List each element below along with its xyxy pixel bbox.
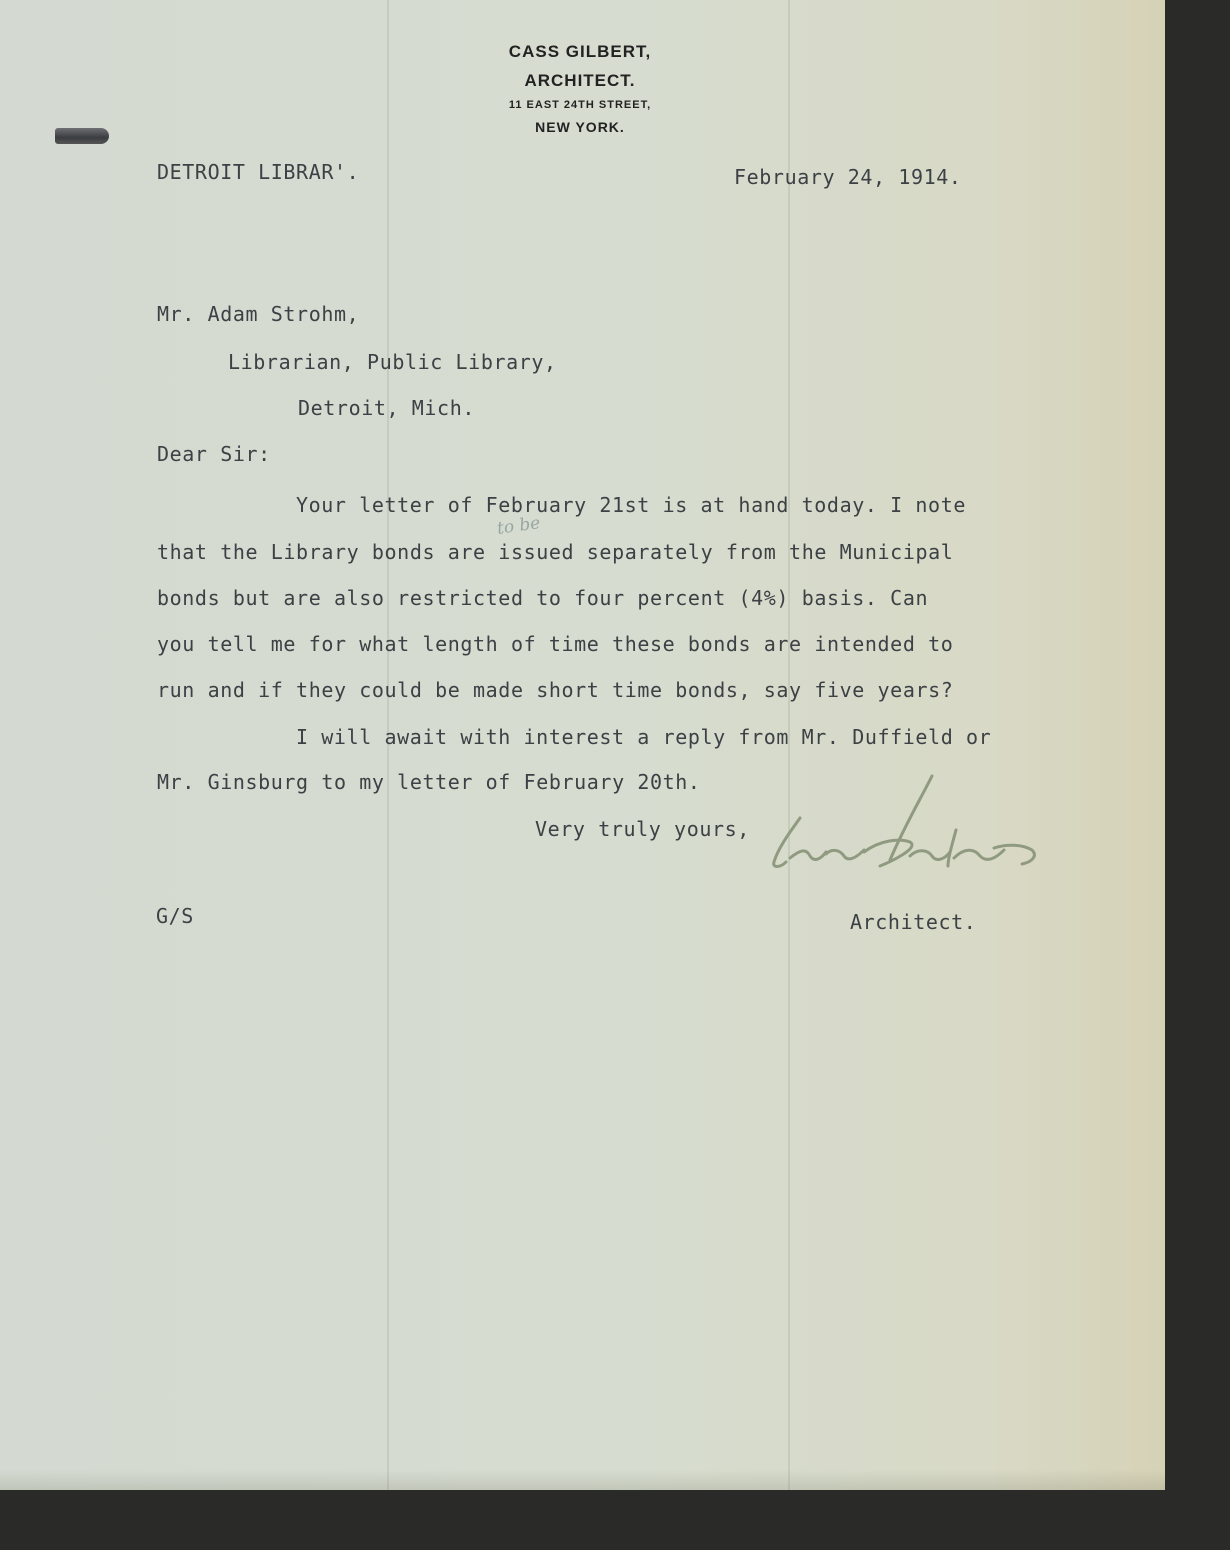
signer-title: Architect. [850, 910, 977, 934]
body-line: I will await with interest a reply from Mr. Duffield or [296, 725, 992, 749]
body-line: run and if they could be made short time bonds, say five years? [157, 678, 954, 702]
body-line: you tell me for what length of time these bonds are intended to [157, 632, 954, 656]
letterhead-city: NEW YORK. [535, 119, 625, 135]
body-line: bonds but are also restricted to four percent (4%) basis. Can [157, 586, 929, 610]
handwritten-signature [760, 770, 1050, 880]
letter-date: February 24, 1914. [734, 165, 962, 189]
body-line: that the Library bonds are issued separately from the Municipal [157, 540, 954, 564]
recipient-name: Mr. Adam Strohm, [157, 302, 360, 326]
closing: Very truly yours, [535, 817, 750, 841]
letterhead-street: 11 EAST 24TH STREET, [508, 99, 652, 111]
recipient-location: Detroit, Mich. [298, 396, 475, 420]
handwritten-annotation: to be [495, 513, 542, 539]
typist-initials: G/S [156, 904, 194, 928]
body-line: Your letter of February 21st is at hand today. I note [296, 493, 966, 517]
salutation: Dear Sir: [157, 442, 271, 466]
recipient-position: Librarian, Public Library, [228, 350, 557, 374]
body-line: Mr. Ginsburg to my letter of February 20th. [157, 770, 701, 794]
paper-clip-icon [55, 128, 109, 144]
file-reference: DETROIT LIBRAR'. [157, 160, 360, 184]
letterhead-title: ARCHITECT. [524, 71, 636, 90]
letterhead-name: CASS GILBERT, [508, 42, 652, 61]
